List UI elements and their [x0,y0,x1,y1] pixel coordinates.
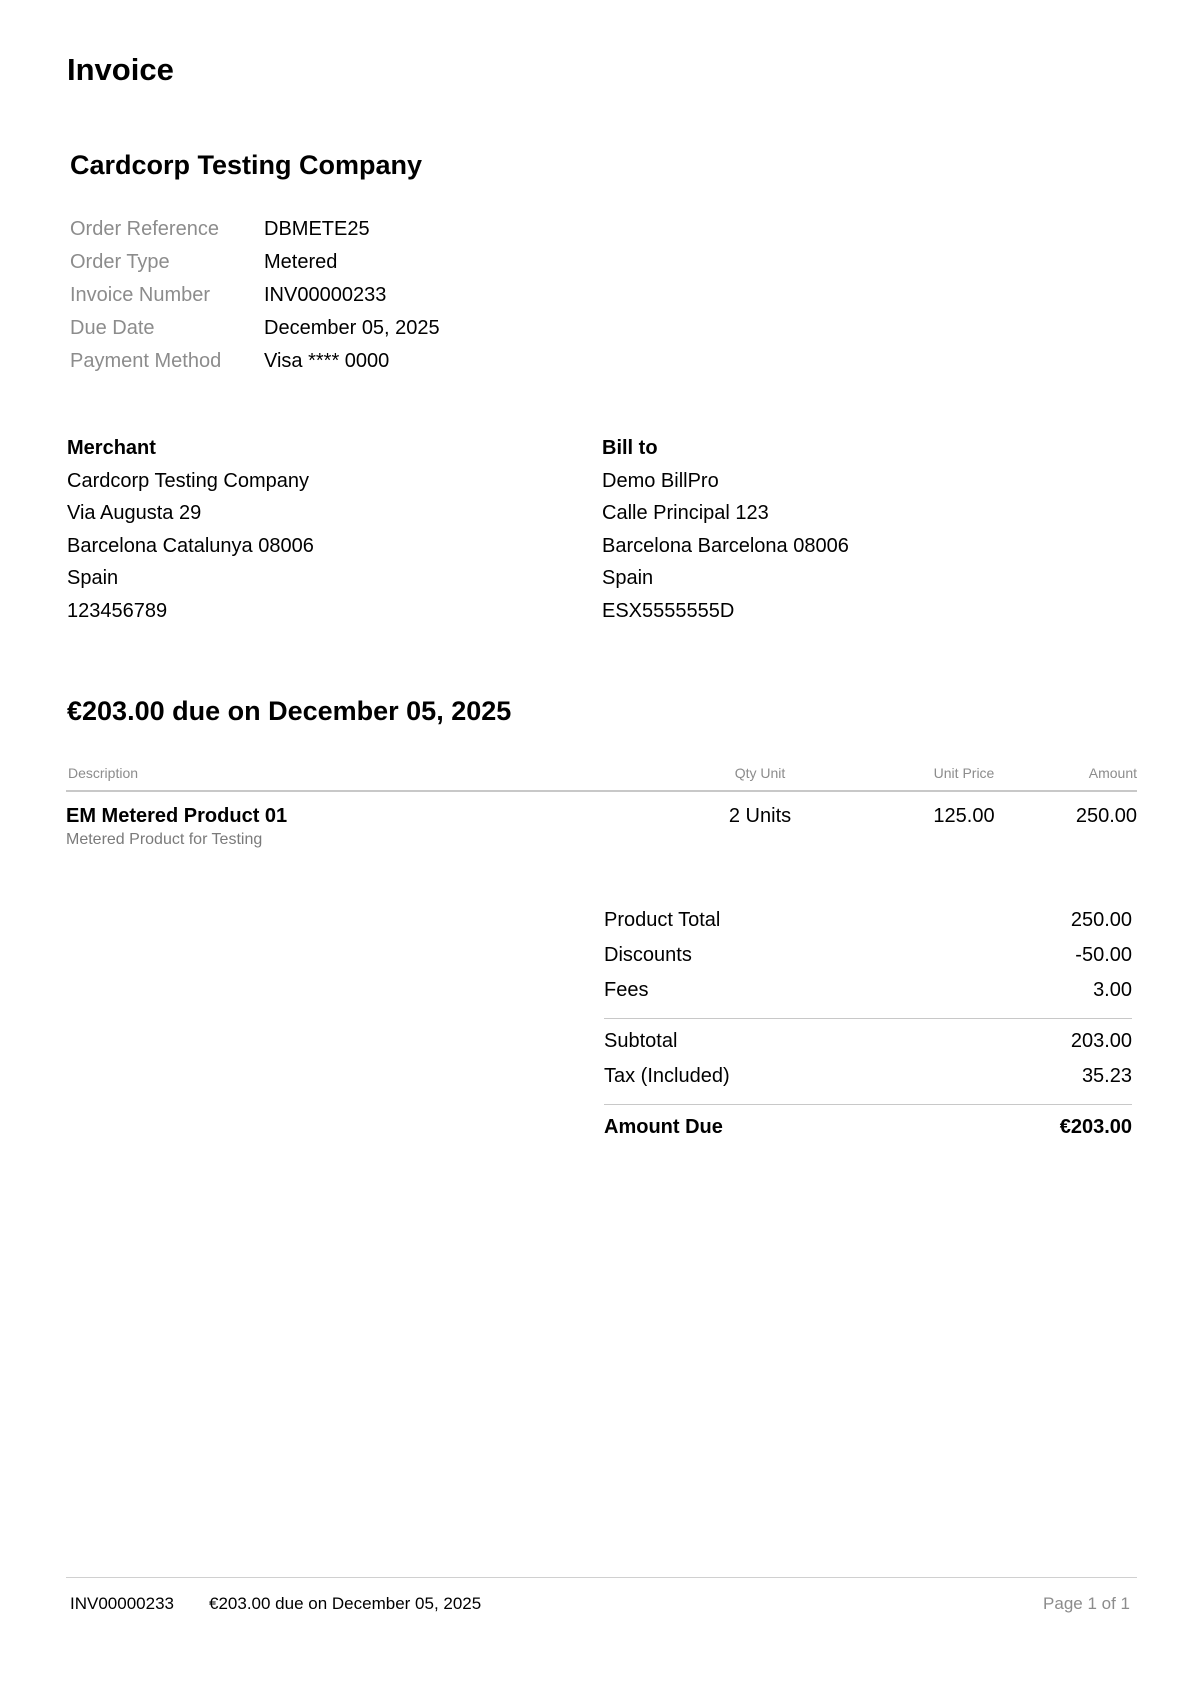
item-amount: 250.00 [1075,805,1137,827]
totals-row-subtotal [604,1026,1132,1061]
totals-value: €203.00 [1059,1116,1132,1138]
detail-row-order-type [70,248,440,281]
totals-label: Fees [604,979,649,1001]
header-amount: Amount [1088,765,1137,781]
table-header [66,762,1137,792]
totals-block [604,905,1132,1147]
bill-to-heading: Bill to [602,437,658,459]
footer-due-text: €203.00 due on December 05, 2025 [209,1594,482,1613]
bill-to-line: ESX5555555D [602,599,735,622]
merchant-heading: Merchant [67,437,156,459]
detail-label: Payment Method [70,350,222,372]
detail-label: Order Reference [70,218,219,240]
merchant-line: Barcelona Catalunya 08006 [67,534,314,557]
detail-label: Order Type [70,251,170,273]
merchant-line: 123456789 [67,599,168,622]
detail-value: Metered [264,251,338,273]
amount-due-heading: €203.00 due on December 05, 2025 [67,696,512,726]
item-qty-unit: 2 Units [728,805,792,827]
divider [604,1018,1132,1019]
totals-value: 35.23 [1081,1065,1132,1087]
detail-row-payment-method [70,347,440,380]
detail-row-due-date [70,314,440,347]
divider [604,1104,1132,1105]
header-description: Description [68,765,139,781]
totals-label: Subtotal [604,1030,678,1052]
footer-divider [66,1577,1137,1578]
footer-page-number: Page 1 of 1 [1043,1594,1130,1613]
detail-label: Invoice Number [70,284,211,306]
totals-label: Product Total [604,909,721,931]
totals-value: -50.00 [1075,944,1132,966]
bill-to-block [602,434,849,629]
header-unit-price: Unit Price [933,765,995,781]
header-qty-unit: Qty Unit [734,765,786,781]
document-title: Invoice [67,52,174,87]
totals-value: 250.00 [1070,909,1132,931]
line-items-table [66,762,1137,862]
totals-label: Amount Due [604,1116,723,1138]
footer-invoice-number: INV00000233 [70,1594,174,1613]
detail-value: INV00000233 [264,284,387,306]
totals-row-amount-due [604,1112,1132,1147]
totals-label: Discounts [604,944,692,966]
item-description: Metered Product for Testing [66,831,263,848]
detail-label: Due Date [70,317,155,339]
detail-row-invoice-number [70,281,440,314]
bill-to-line: Calle Principal 123 [602,502,769,524]
detail-value: December 05, 2025 [264,317,440,339]
item-unit-price: 125.00 [933,805,995,827]
totals-value: 203.00 [1070,1030,1132,1052]
company-name: Cardcorp Testing Company [70,150,423,180]
detail-value: Visa **** 0000 [264,350,390,372]
bill-to-line: Demo BillPro [602,469,719,492]
item-name: EM Metered Product 01 [66,805,288,827]
merchant-line: Cardcorp Testing Company [67,469,309,492]
table-row [66,792,1137,862]
bill-to-line: Barcelona Barcelona 08006 [602,534,849,557]
totals-value: 3.00 [1093,979,1132,1001]
detail-value: DBMETE25 [264,218,370,240]
merchant-line: Spain [67,567,119,589]
totals-row-tax [604,1061,1132,1096]
bill-to-line: Spain [602,567,654,589]
merchant-line: Via Augusta 29 [67,502,202,524]
invoice-details [70,215,440,380]
totals-row-product-total [604,905,1132,940]
detail-row-order-reference [70,215,440,248]
totals-row-discounts [604,940,1132,975]
totals-label: Tax (Included) [604,1065,730,1087]
merchant-block [67,434,314,629]
totals-row-fees [604,975,1132,1010]
